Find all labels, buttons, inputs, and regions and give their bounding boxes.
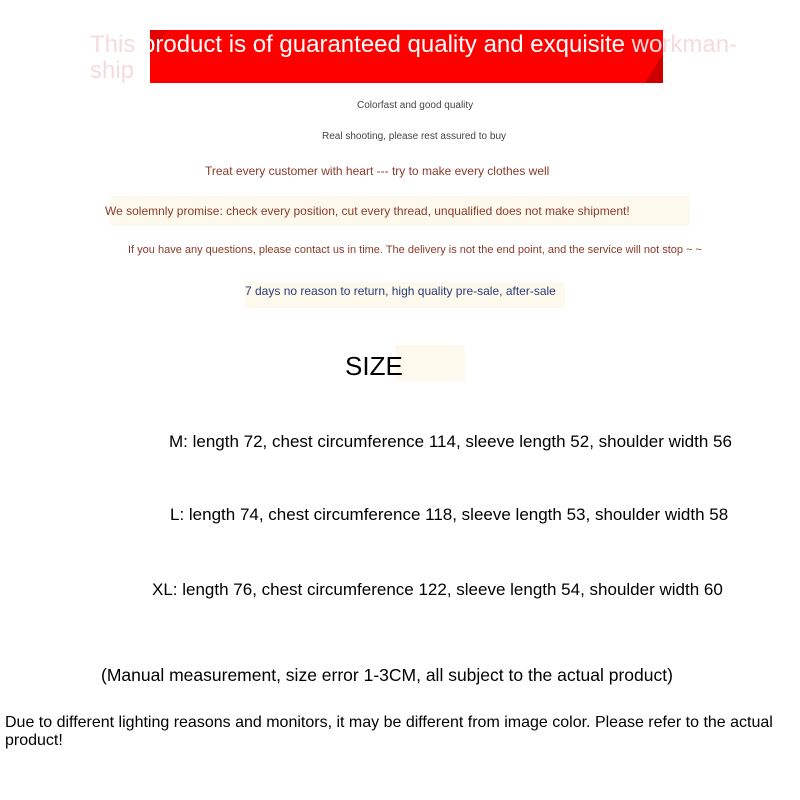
- background-tint: [395, 345, 465, 381]
- tagline-customer-heart: Treat every customer with heart --- try to make every clothes well: [205, 164, 550, 178]
- headline-suffix: workman-ship: [90, 31, 738, 84]
- size-title: SIZE: [345, 351, 403, 381]
- headline-prefix: This: [90, 31, 143, 58]
- headline: [90, 32, 780, 84]
- size-row-xl: XL: length 76, chest circumference 122, sleeve length 54, shoulder width 60: [152, 580, 723, 599]
- headline-highlight: product is of guaranteed quality and exquisite: [142, 31, 626, 58]
- size-row-m: M: length 72, chest circumference 114, sleeve length 52, shoulder width 56: [169, 432, 732, 451]
- tagline-contact: If you have any questions, please contact us in time. The delivery is not the end point, and the service will not stop ~ ~: [128, 244, 702, 256]
- tagline-promise: We solemnly promise: check every position, cut every thread, unqualified does not make shipment!: [105, 204, 630, 218]
- tagline-colorfast: Colorfast and good quality: [357, 100, 474, 111]
- measurement-note: (Manual measurement, size error 1-3CM, all subject to the actual product): [101, 665, 673, 685]
- tagline-real-shooting: Real shooting, please rest assured to buy: [322, 131, 506, 142]
- color-disclaimer: Due to different lighting reasons and monitors, it may be different from image color. Please refer to the actual product!: [5, 714, 773, 749]
- tagline-return-policy: 7 days no reason to return, high quality pre-sale, after-sale: [245, 284, 556, 298]
- size-row-l: L: length 74, chest circumference 118, sleeve length 53, shoulder width 58: [170, 505, 729, 524]
